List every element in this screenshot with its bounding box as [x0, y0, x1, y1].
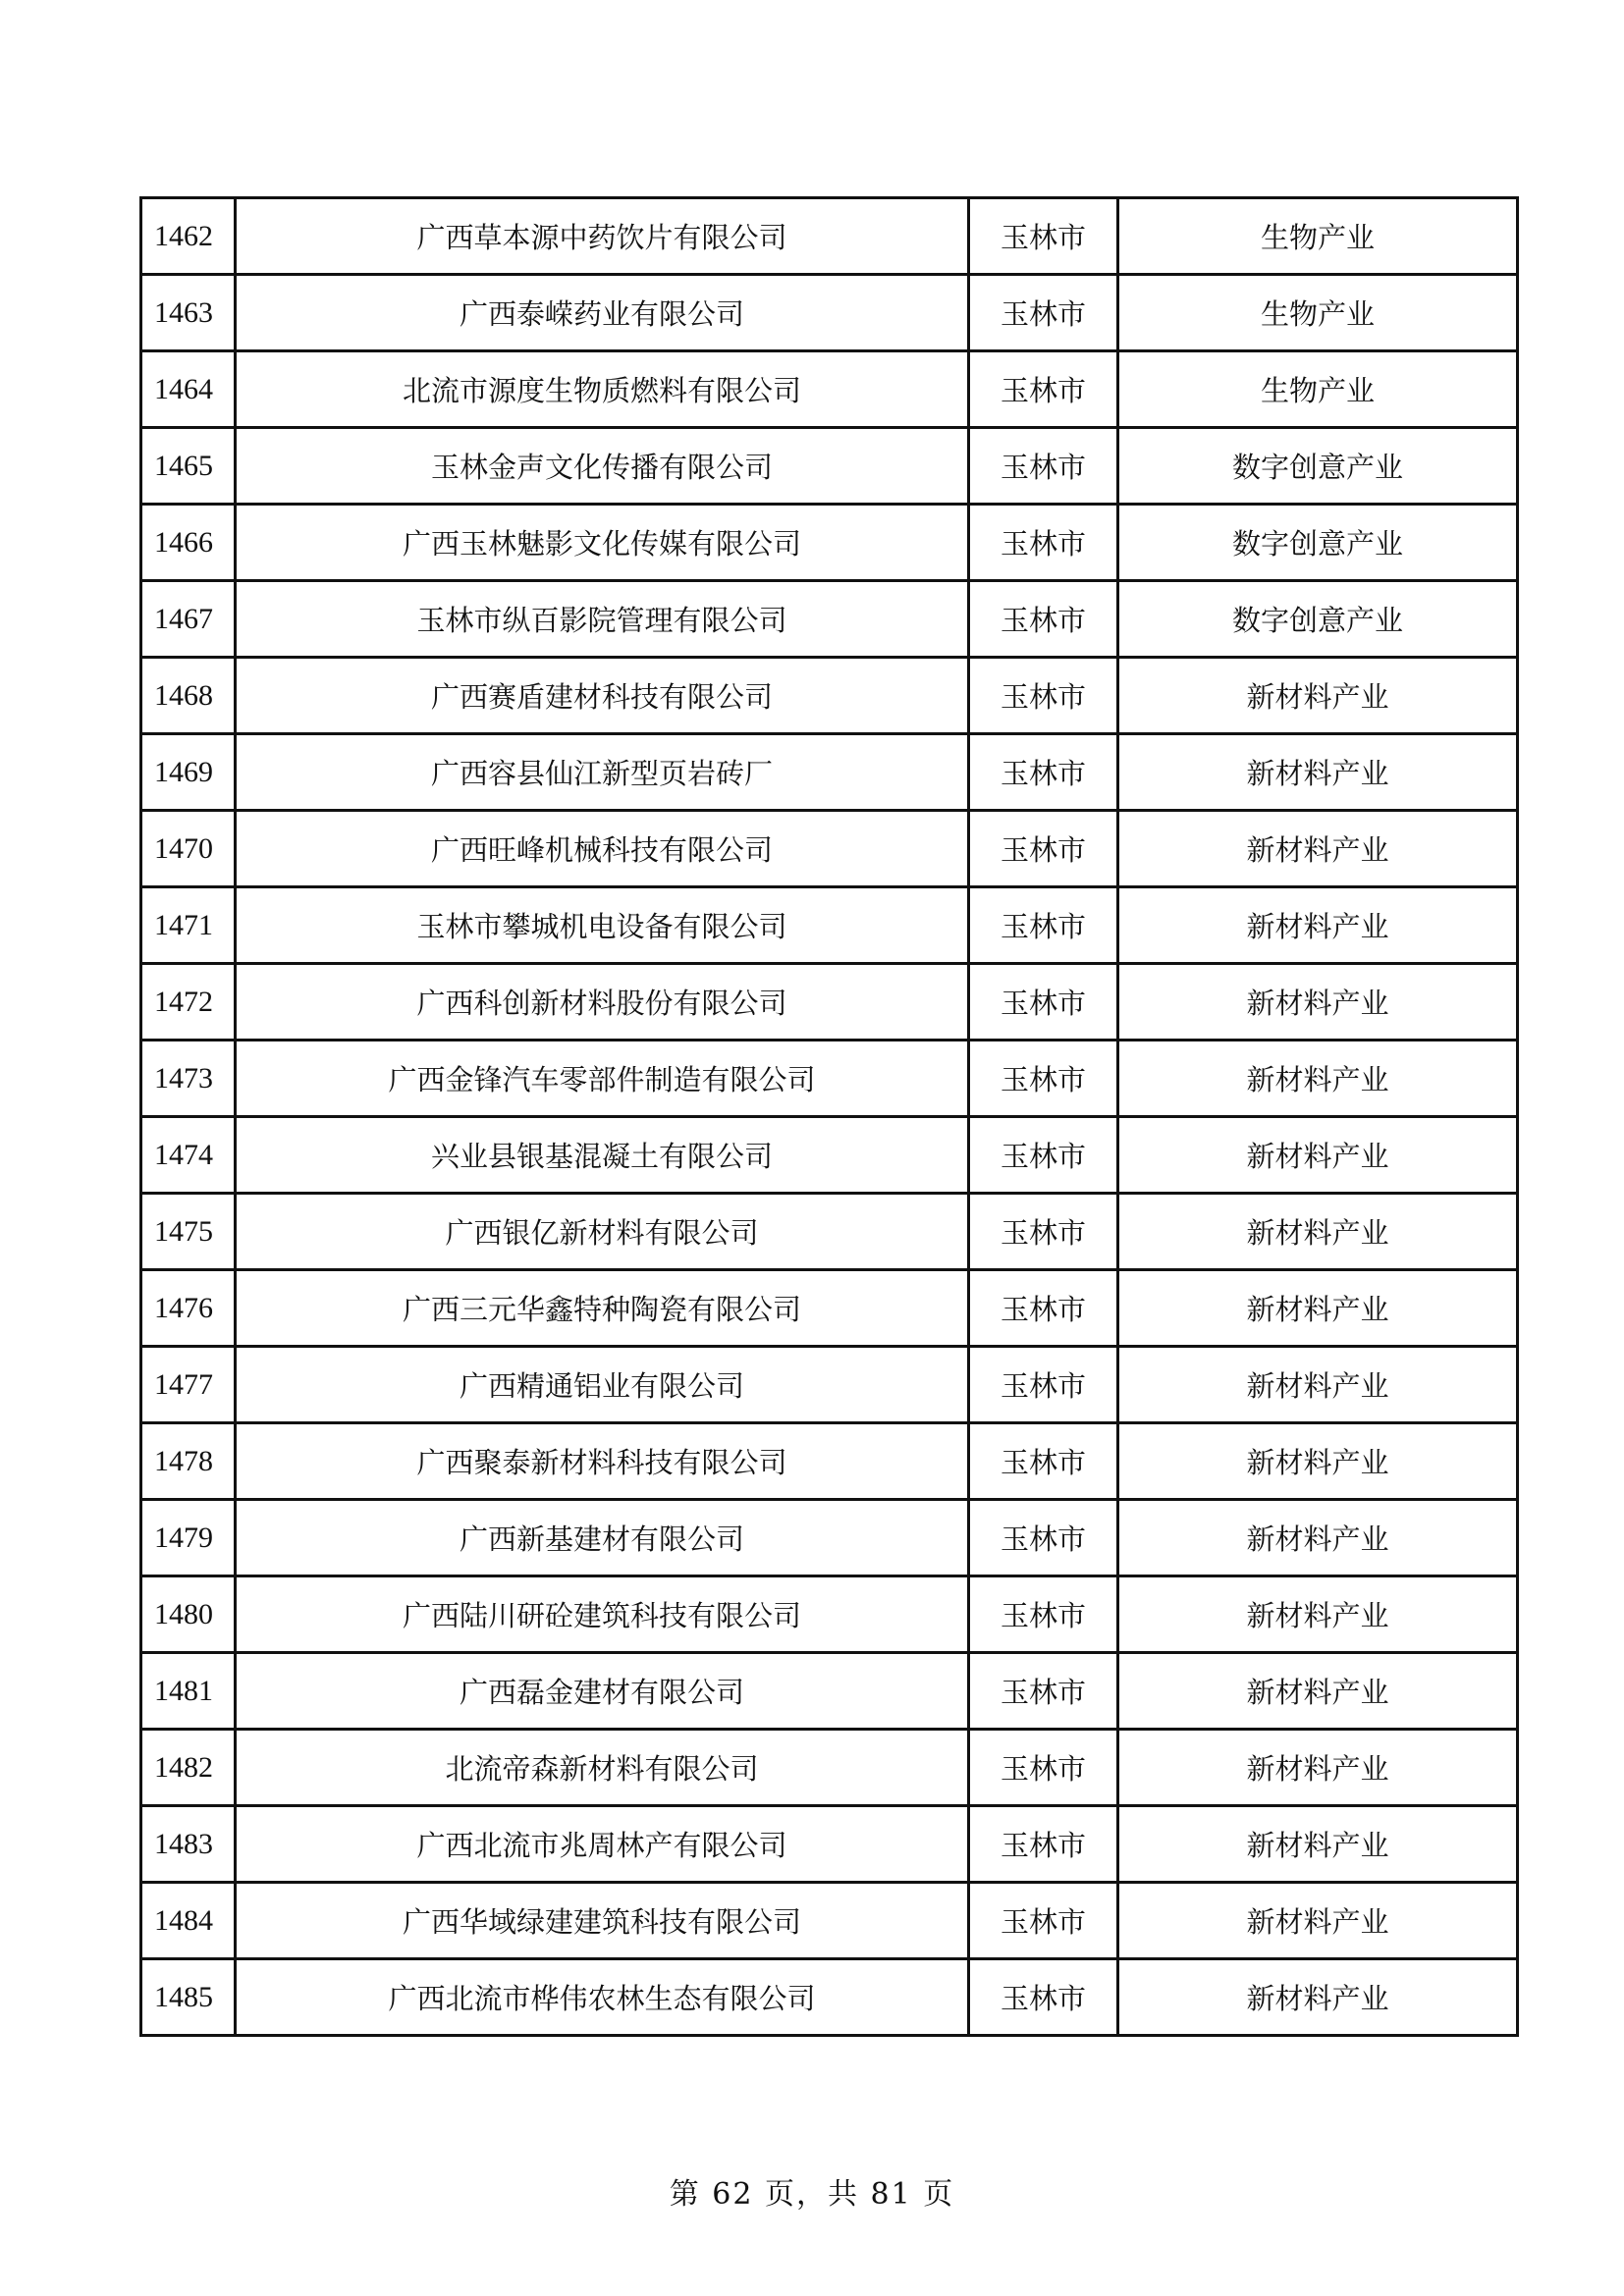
table-row: [141, 811, 1518, 887]
industry: 新材料产业: [1118, 964, 1518, 1041]
company-name: 广西华域绿建建筑科技有限公司: [236, 1883, 969, 1959]
company-name: 广西聚泰新材料科技有限公司: [236, 1423, 969, 1500]
company-name: 广西容县仙江新型页岩砖厂: [236, 734, 969, 811]
city: 玉林市: [969, 1041, 1118, 1117]
row-number: 1483: [141, 1806, 236, 1883]
company-name: 广西草本源中药饮片有限公司: [236, 198, 969, 275]
row-number: 1481: [141, 1653, 236, 1730]
row-number: 1474: [141, 1117, 236, 1194]
city: 玉林市: [969, 428, 1118, 505]
page-footer: 第 62 页，共 81 页: [669, 2177, 955, 2212]
industry: 新材料产业: [1118, 1576, 1518, 1653]
industry: 数字创意产业: [1118, 505, 1518, 581]
table-row: [141, 275, 1518, 351]
industry: 新材料产业: [1118, 1959, 1518, 2036]
industry: 新材料产业: [1118, 1806, 1518, 1883]
table-row: [141, 1041, 1518, 1117]
row-number: 1484: [141, 1883, 236, 1959]
industry: 新材料产业: [1118, 1883, 1518, 1959]
table-row: [141, 1730, 1518, 1806]
city: 玉林市: [969, 198, 1118, 275]
table-row: [141, 1806, 1518, 1883]
table-row: [141, 964, 1518, 1041]
table-row: [141, 734, 1518, 811]
row-number: 1465: [141, 428, 236, 505]
industry: 新材料产业: [1118, 1041, 1518, 1117]
industry: 新材料产业: [1118, 1117, 1518, 1194]
city: 玉林市: [969, 581, 1118, 658]
company-name: 广西科创新材料股份有限公司: [236, 964, 969, 1041]
city: 玉林市: [969, 1423, 1118, 1500]
company-name: 广西赛盾建材科技有限公司: [236, 658, 969, 734]
city: 玉林市: [969, 1576, 1118, 1653]
company-name: 兴业县银基混凝土有限公司: [236, 1117, 969, 1194]
table-row: [141, 1653, 1518, 1730]
table-row: [141, 1117, 1518, 1194]
industry: 新材料产业: [1118, 734, 1518, 811]
row-number: 1471: [141, 887, 236, 964]
city: 玉林市: [969, 1270, 1118, 1347]
table-row: [141, 1500, 1518, 1576]
table-row: [141, 1959, 1518, 2036]
industry: 数字创意产业: [1118, 581, 1518, 658]
company-name: 广西陆川研砼建筑科技有限公司: [236, 1576, 969, 1653]
city: 玉林市: [969, 658, 1118, 734]
table-row: [141, 887, 1518, 964]
table-row: [141, 1576, 1518, 1653]
table-row: [141, 198, 1518, 275]
company-name: 玉林金声文化传播有限公司: [236, 428, 969, 505]
city: 玉林市: [969, 1500, 1118, 1576]
row-number: 1480: [141, 1576, 236, 1653]
company-table-body: [141, 198, 1518, 2036]
industry: 新材料产业: [1118, 1347, 1518, 1423]
industry: 新材料产业: [1118, 1500, 1518, 1576]
row-number: 1478: [141, 1423, 236, 1500]
row-number: 1482: [141, 1730, 236, 1806]
city: 玉林市: [969, 964, 1118, 1041]
city: 玉林市: [969, 734, 1118, 811]
company-name: 广西泰嵘药业有限公司: [236, 275, 969, 351]
table-row: [141, 581, 1518, 658]
table-row: [141, 428, 1518, 505]
company-name: 北流市源度生物质燃料有限公司: [236, 351, 969, 428]
city: 玉林市: [969, 1194, 1118, 1270]
city: 玉林市: [969, 505, 1118, 581]
company-name: 广西新基建材有限公司: [236, 1500, 969, 1576]
industry: 生物产业: [1118, 198, 1518, 275]
table-row: [141, 1423, 1518, 1500]
company-name: 广西玉林魅影文化传媒有限公司: [236, 505, 969, 581]
table-row: [141, 1883, 1518, 1959]
industry: 生物产业: [1118, 351, 1518, 428]
city: 玉林市: [969, 351, 1118, 428]
city: 玉林市: [969, 275, 1118, 351]
company-name: 广西北流市兆周林产有限公司: [236, 1806, 969, 1883]
city: 玉林市: [969, 1117, 1118, 1194]
row-number: 1472: [141, 964, 236, 1041]
table-row: [141, 505, 1518, 581]
company-name: 玉林市纵百影院管理有限公司: [236, 581, 969, 658]
city: 玉林市: [969, 1730, 1118, 1806]
industry: 数字创意产业: [1118, 428, 1518, 505]
row-number: 1463: [141, 275, 236, 351]
table-row: [141, 658, 1518, 734]
row-number: 1476: [141, 1270, 236, 1347]
company-name: 广西金锋汽车零部件制造有限公司: [236, 1041, 969, 1117]
city: 玉林市: [969, 1959, 1118, 2036]
company-name: 广西三元华鑫特种陶瓷有限公司: [236, 1270, 969, 1347]
row-number: 1468: [141, 658, 236, 734]
city: 玉林市: [969, 1653, 1118, 1730]
city: 玉林市: [969, 887, 1118, 964]
city: 玉林市: [969, 811, 1118, 887]
row-number: 1475: [141, 1194, 236, 1270]
row-number: 1473: [141, 1041, 236, 1117]
city: 玉林市: [969, 1883, 1118, 1959]
row-number: 1479: [141, 1500, 236, 1576]
company-name: 玉林市攀城机电设备有限公司: [236, 887, 969, 964]
company-name: 广西精通铝业有限公司: [236, 1347, 969, 1423]
row-number: 1464: [141, 351, 236, 428]
row-number: 1477: [141, 1347, 236, 1423]
row-number: 1469: [141, 734, 236, 811]
industry: 新材料产业: [1118, 658, 1518, 734]
industry: 生物产业: [1118, 275, 1518, 351]
row-number: 1470: [141, 811, 236, 887]
industry: 新材料产业: [1118, 1270, 1518, 1347]
company-name: 广西北流市桦伟农林生态有限公司: [236, 1959, 969, 2036]
table-row: [141, 1270, 1518, 1347]
industry: 新材料产业: [1118, 1653, 1518, 1730]
city: 玉林市: [969, 1806, 1118, 1883]
row-number: 1485: [141, 1959, 236, 2036]
company-name: 广西磊金建材有限公司: [236, 1653, 969, 1730]
company-name: 广西银亿新材料有限公司: [236, 1194, 969, 1270]
industry: 新材料产业: [1118, 1194, 1518, 1270]
company-name: 北流帝森新材料有限公司: [236, 1730, 969, 1806]
industry: 新材料产业: [1118, 1730, 1518, 1806]
row-number: 1466: [141, 505, 236, 581]
industry: 新材料产业: [1118, 811, 1518, 887]
industry: 新材料产业: [1118, 887, 1518, 964]
row-number: 1467: [141, 581, 236, 658]
city: 玉林市: [969, 1347, 1118, 1423]
table-row: [141, 1194, 1518, 1270]
company-name: 广西旺峰机械科技有限公司: [236, 811, 969, 887]
table-row: [141, 351, 1518, 428]
industry: 新材料产业: [1118, 1423, 1518, 1500]
company-table: [139, 196, 1519, 2037]
table-row: [141, 1347, 1518, 1423]
row-number: 1462: [141, 198, 236, 275]
